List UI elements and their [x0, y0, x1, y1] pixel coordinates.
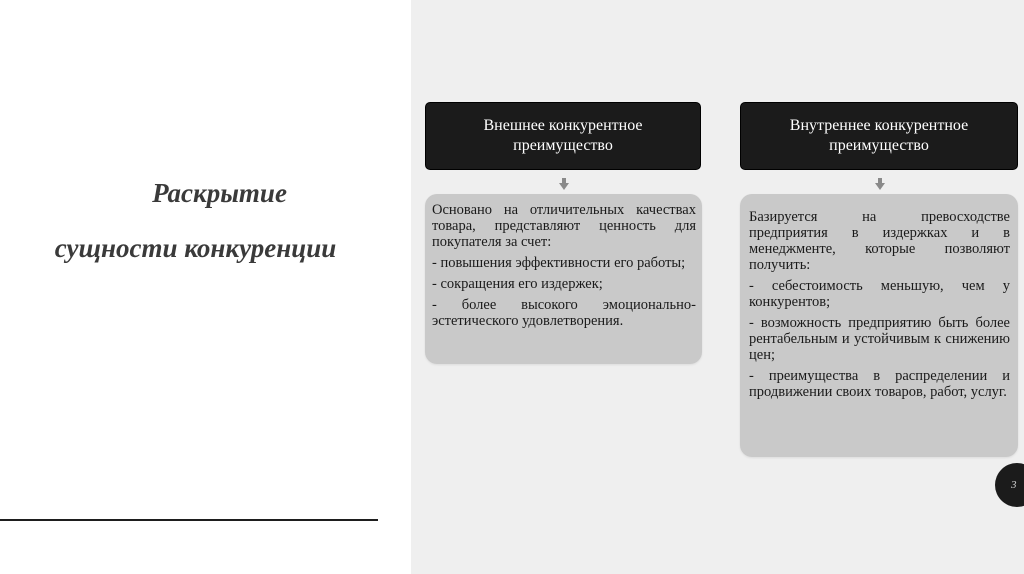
external-advantage-content: [425, 194, 702, 364]
external-advantage-paragraph: Основано на отличительных качествах товара, представляют ценность для покупателя за счет:: [432, 202, 696, 250]
title-underline-divider: [0, 519, 378, 521]
internal-advantage-header-text: Внутреннее конкурентное преимущество: [789, 117, 969, 154]
internal-advantage-content: [740, 194, 1018, 457]
external-advantage-paragraph: - повышения эффективности его работы;: [432, 255, 686, 271]
arrow-down-icon: [875, 178, 885, 190]
page-number: 3: [1011, 479, 1017, 491]
slide-title-line-2: сущности конкуренции: [54, 233, 337, 263]
external-advantage-paragraph: - более высокого эмоционально-эстетического удовлетворения.: [432, 297, 696, 329]
internal-advantage-header: [740, 102, 1018, 170]
external-advantage-paragraph: - сокращения его издержек;: [432, 276, 603, 292]
slide-title-line-1: Раскрытие: [152, 178, 287, 208]
internal-advantage-paragraph: - себестоимость меньшую, чем у конкурентов;: [749, 278, 1010, 310]
external-advantage-header: [425, 102, 701, 170]
internal-advantage-paragraph: - возможность предприятию быть более рентабельным и устойчивым к снижению цен;: [749, 315, 1010, 363]
left-panel: [0, 0, 411, 574]
internal-advantage-paragraph: Базируется на превосходстве предприятия в издержках и в менеджменте, которые позволяют получить:: [749, 209, 1010, 273]
internal-advantage-paragraph: - преимущества в распределении и продвижении своих товаров, работ, услуг.: [749, 368, 1010, 400]
external-advantage-header-text: Внешнее конкурентное преимущество: [483, 117, 643, 154]
arrow-down-icon: [559, 178, 569, 190]
